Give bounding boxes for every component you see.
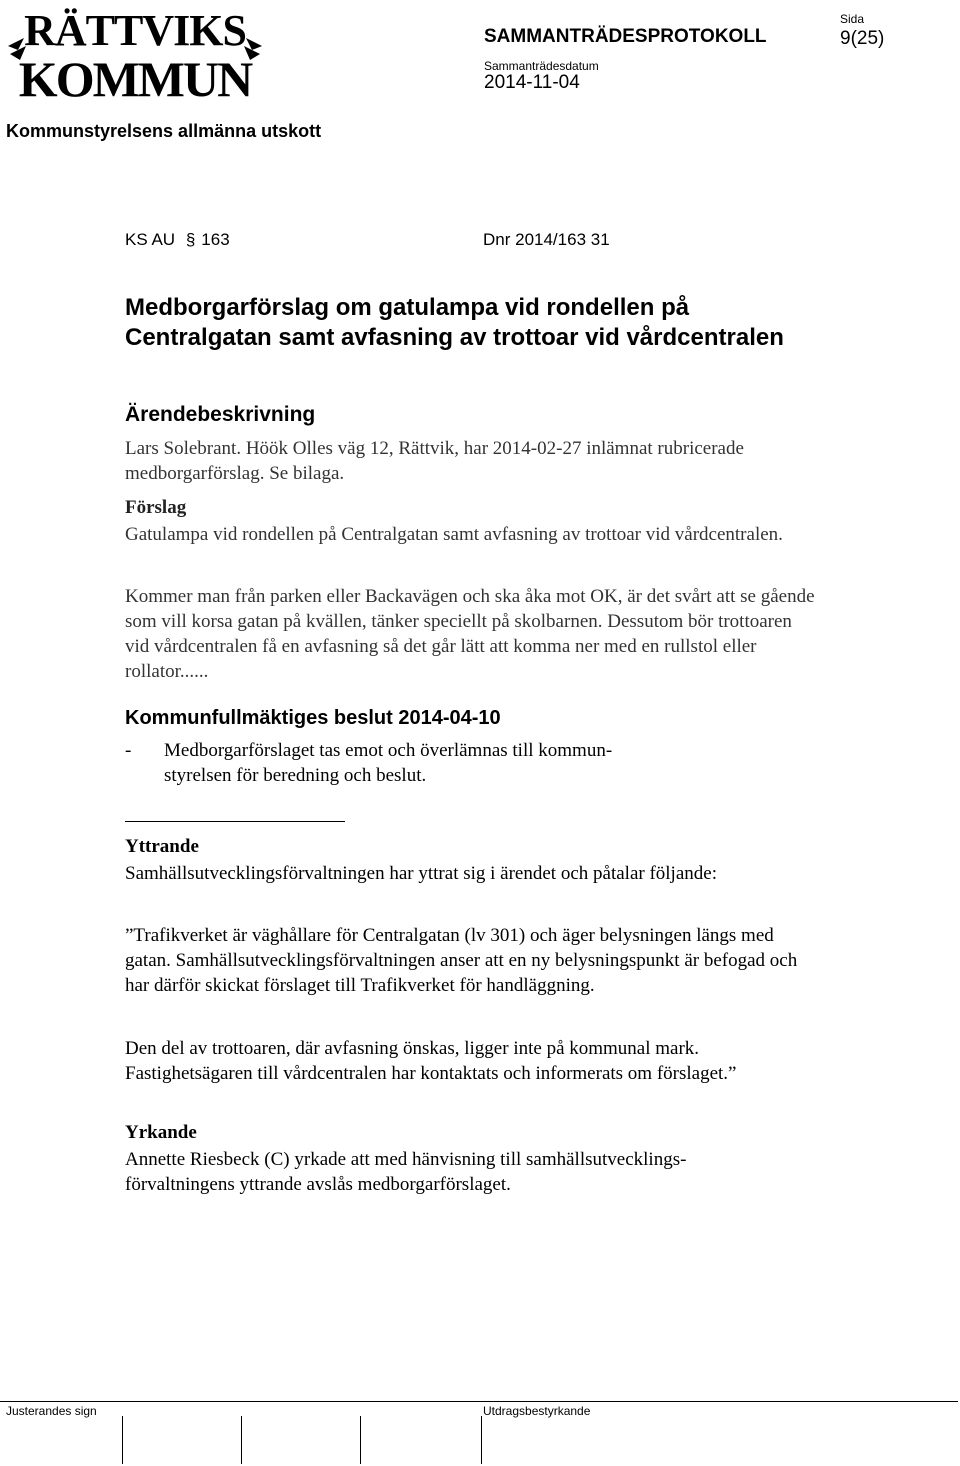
yrkande-text: Annette Riesbeck (C) yrkade att med hänvisning till samhällsutvecklings-förvaltningens yttrande avslås medborgarförslaget. xyxy=(125,1149,687,1195)
case-title: Medborgarförslag om gatulampa vid rondellen på Centralgatan samt avfasning av trottoar vid vårdcentralen xyxy=(125,294,784,351)
paragraph-icon: § xyxy=(185,230,196,249)
kf-bullet-line2: styrelsen för beredning och beslut. xyxy=(164,765,427,786)
signature-box-divider xyxy=(360,1416,361,1464)
yttrande-quote-2: Den del av trottoaren, där avfasning önskas, ligger inte på kommunal mark. Fastighetsägaren till vårdcentralen har kontaktats och informerats om förslaget.” xyxy=(125,1038,737,1084)
page-number: 9(25) xyxy=(840,28,885,49)
kf-bullet-line1: Medborgarförslaget tas emot och överlämnas till kommun- xyxy=(164,740,613,761)
committee-name: Kommunstyrelsens allmänna utskott xyxy=(6,121,322,141)
footer-justerandes-sign: Justerandes sign xyxy=(6,1404,97,1418)
section-divider xyxy=(125,821,345,822)
arendebeskrivning-text: Lars Solebrant. Höök Olles väg 12, Rättvik, har 2014-02-27 inlämnat rubricerade medborgarförslag. Se bilaga. xyxy=(125,438,744,484)
page-label: Sida xyxy=(840,12,865,26)
signature-box-divider xyxy=(481,1416,482,1464)
case-ref-text: KS AU xyxy=(125,230,180,249)
yttrande-quote-1: ”Trafikverket är väghållare för Centralgatan (lv 301) och äger belysningen längs med gatan. Samhällsutvecklingsförvaltningen anser att en ny belysningspunkt är befogad och har därför skickat förslaget till Trafikverket för handläggning. xyxy=(125,925,798,996)
heading-yttrande: Yttrande xyxy=(125,836,199,857)
heading-arendebeskrivning: Ärendebeskrivning xyxy=(125,403,316,426)
forslag-text: Gatulampa vid rondellen på Centralgatan samt avfasning av trottoar vid vårdcentralen. xyxy=(125,524,783,545)
document-type: SAMMANTRÄDESPROTOKOLL xyxy=(484,26,767,47)
case-paragraph-number: 163 xyxy=(201,230,230,249)
heading-kf-beslut: Kommunfullmäktiges beslut 2014-04-10 xyxy=(125,707,501,729)
heading-forslag: Förslag xyxy=(125,497,187,518)
heading-yrkande: Yrkande xyxy=(125,1122,197,1143)
rattviks-kommun-logo xyxy=(4,2,266,102)
yttrande-text: Samhällsutvecklingsförvaltningen har yttrat sig i ärendet och påtalar följande: xyxy=(125,863,717,884)
forslag-detail: Kommer man från parken eller Backavägen och ska åka mot OK, är det svårt att se gående som vill korsa gatan på kvällen, tänker speciellt på skolbarnen. Dessutom bör trottoaren vid vårdcentralen få en avfasning så det går lätt att komma ner med en rullstol eller rollator...... xyxy=(125,586,815,682)
bullet-dash: - xyxy=(125,740,132,761)
case-reference xyxy=(125,230,230,250)
logo-line2: KOMMUN xyxy=(18,51,252,102)
signature-box-divider xyxy=(122,1416,123,1464)
footer-utdragsbestyrkande: Utdragsbestyrkande xyxy=(483,1404,591,1418)
diary-number: Dnr 2014/163 31 xyxy=(483,230,610,249)
logo-line1: RÄTTVIKS xyxy=(24,6,246,55)
meeting-date: 2014-11-04 xyxy=(484,72,580,93)
meeting-date-label: Sammanträdesdatum xyxy=(484,59,599,73)
signature-box-divider xyxy=(241,1416,242,1464)
footer-rule xyxy=(0,1401,958,1402)
